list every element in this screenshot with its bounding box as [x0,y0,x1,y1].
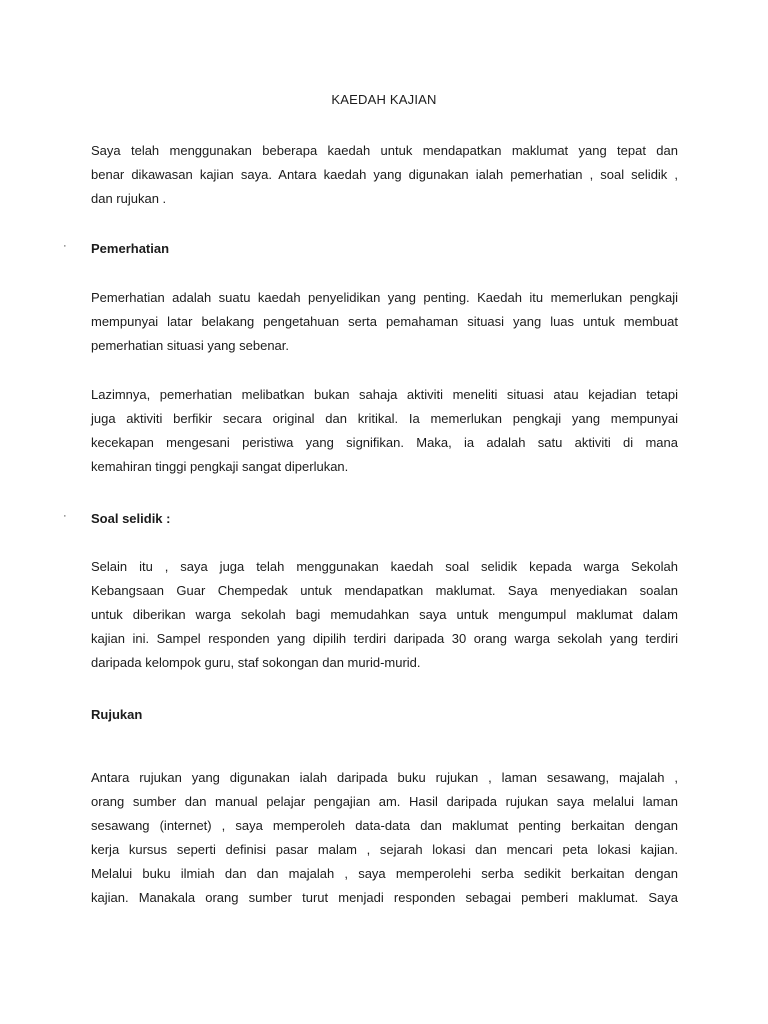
paragraph-line: Kebangsaan Guar Chempedak untuk mendapatkan maklumat. Saya menyediakan soalan [91,583,678,598]
paragraph-line: kecekapan mengesani peristiwa yang signifikan. Maka, ia adalah satu aktiviti di mana [91,435,678,450]
document-title: KAEDAH KAJIAN [331,92,437,107]
paragraph-line: kemahiran tinggi pengkaji sangat diperlukan. [91,459,349,474]
pemerhatian-paragraph-2 [91,383,678,479]
paragraph-line: sesawang (internet) , saya memperoleh data-data dan maklumat penting berkaitan dengan [91,818,678,833]
bullet-marker: · [63,510,67,522]
paragraph-line: pemerhatian situasi yang sebenar. [91,338,290,353]
paragraph-line: orang sumber dan manual pelajar pengajian am. Hasil daripada rujukan saya melalui laman [91,794,678,809]
heading-rujukan: Rujukan [91,707,143,722]
paragraph-line: kerja kursus seperti definisi pasar malam , sejarah lokasi dan mencari peta lokasi kajian. [91,842,678,857]
intro-line: Saya telah menggunakan beberapa kaedah untuk mendapatkan maklumat yang tepat dan [91,143,678,158]
heading-soal-selidik: Soal selidik : [91,511,171,526]
intro-paragraph [91,139,678,211]
paragraph-line: Pemerhatian adalah suatu kaedah penyelidikan yang penting. Kaedah itu memerlukan pengkaji [91,290,678,305]
heading-pemerhatian: Pemerhatian [91,241,170,256]
pemerhatian-paragraph-1 [91,286,678,358]
paragraph-line: juga aktiviti berfikir secara original dan kritikal. Ia memerlukan pengkaji yang mempunyai [91,411,678,426]
paragraph-line: mempunyai latar belakang pengetahuan serta pemahaman situasi yang luas untuk membuat [91,314,678,329]
paragraph-line: kajian ini. Sampel responden yang dipilih terdiri daripada 30 orang warga sekolah yang terdiri [91,631,678,646]
paragraph-line: Lazimnya, pemerhatian melibatkan bukan sahaja aktiviti meneliti situasi atau kejadian tetapi [91,387,678,402]
paragraph-line: Selain itu , saya juga telah menggunakan kaedah soal selidik kepada warga Sekolah [91,559,678,574]
paragraph-line: daripada kelompok guru, staf sokongan dan murid-murid. [91,655,421,670]
intro-line: benar dikawasan kajian saya. Antara kaedah yang digunakan ialah pemerhatian , soal selidik , [91,167,678,182]
soal-selidik-paragraph [91,555,678,675]
intro-line: dan rujukan . [91,191,167,206]
bullet-marker: · [63,240,67,252]
paragraph-line: Antara rujukan yang digunakan ialah daripada buku rujukan , laman sesawang, majalah , [91,770,678,785]
paragraph-line: kajian. Manakala orang sumber turut menjadi responden sebagai pemberi maklumat. Saya [91,890,678,905]
paragraph-line: Melalui buku ilmiah dan dan majalah , saya memperolehi serba sedikit berkaitan dengan [91,866,678,881]
paragraph-line: untuk diberikan warga sekolah bagi memudahkan saya untuk mengumpul maklumat dalam [91,607,678,622]
rujukan-paragraph [91,766,678,910]
